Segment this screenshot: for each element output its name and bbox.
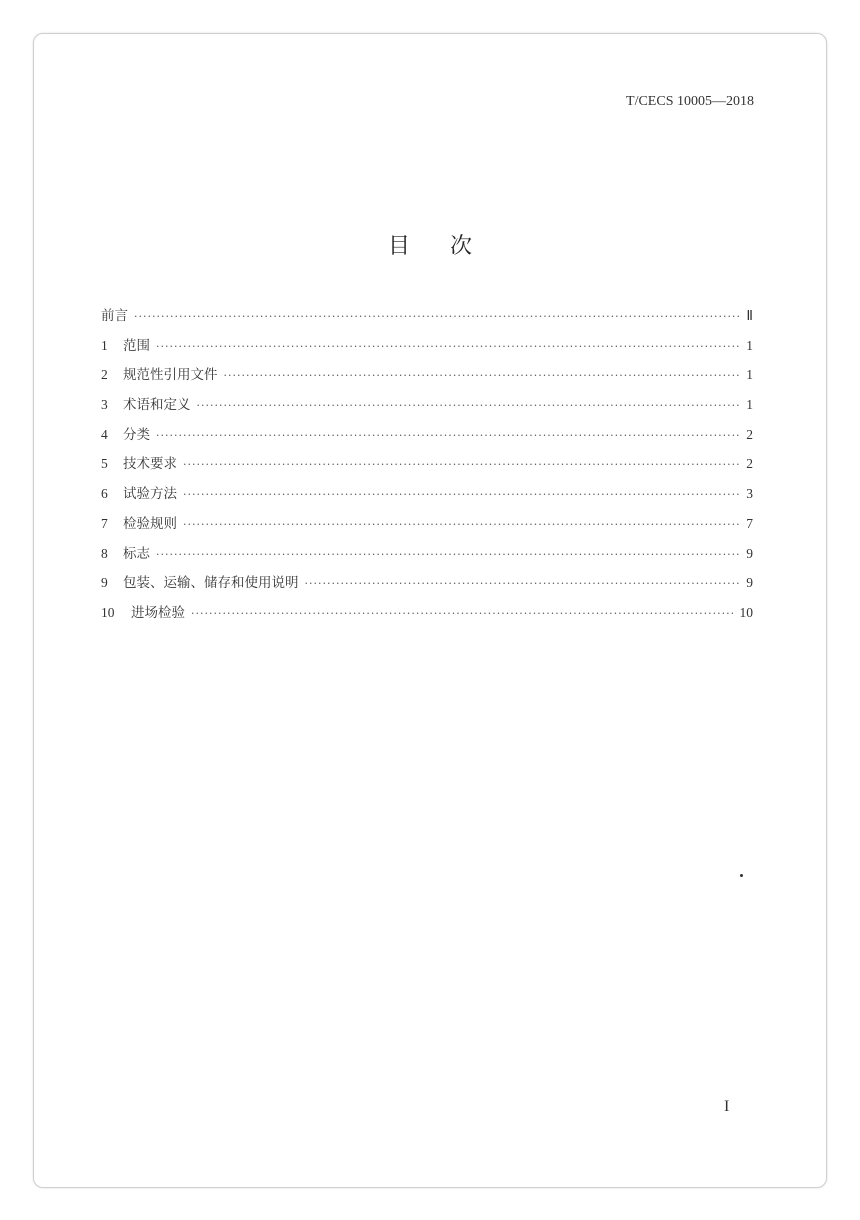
toc-entry-page: 2 xyxy=(746,426,753,442)
page-title: 目次 xyxy=(387,234,512,259)
toc-entry-number: 1 xyxy=(101,337,108,353)
dot-leader xyxy=(224,369,741,382)
toc-entry-number: 7 xyxy=(101,515,108,531)
toc-entry-number: 9 xyxy=(101,575,108,591)
toc-entry[interactable] xyxy=(101,393,753,423)
toc-entry-label: 分类 xyxy=(123,426,150,443)
toc-entry-number: 8 xyxy=(101,545,108,561)
table-of-contents xyxy=(101,304,753,631)
toc-entry-page: Ⅱ xyxy=(746,308,753,323)
scan-speck xyxy=(740,874,743,877)
toc-entry-label: 包装、运输、储存和使用说明 xyxy=(123,575,299,592)
toc-entry-label: 试验方法 xyxy=(123,486,177,503)
toc-entry-page: 1 xyxy=(746,337,753,353)
dot-leader xyxy=(183,488,740,501)
toc-entry[interactable] xyxy=(101,452,753,482)
toc-entry[interactable] xyxy=(101,423,753,453)
toc-entry[interactable] xyxy=(101,482,753,512)
toc-entry-number: 10 xyxy=(101,604,115,620)
dot-leader xyxy=(191,607,734,620)
dot-leader xyxy=(183,458,740,471)
toc-entry-label: 范围 xyxy=(123,337,150,354)
dot-leader xyxy=(183,518,740,531)
toc-entry-number: 2 xyxy=(101,367,108,383)
toc-entry-page: 1 xyxy=(746,367,753,383)
dot-leader xyxy=(305,577,741,590)
toc-entry-label: 检验规则 xyxy=(123,515,177,532)
toc-entry[interactable] xyxy=(101,542,753,572)
dot-leader xyxy=(134,310,740,323)
toc-entry-page: 9 xyxy=(746,545,753,561)
standard-code: T/CECS 10005—2018 xyxy=(626,94,754,109)
toc-entry-label: 术语和定义 xyxy=(123,397,191,414)
dot-leader xyxy=(156,429,740,442)
toc-entry[interactable] xyxy=(101,601,753,631)
toc-entry-label: 技术要求 xyxy=(123,456,177,473)
toc-entry-label: 前言 xyxy=(101,308,128,324)
toc-entry-number: 5 xyxy=(101,456,108,472)
toc-entry-number: 3 xyxy=(101,397,108,413)
toc-entry-page: 7 xyxy=(746,515,753,531)
toc-entry-page: 3 xyxy=(746,486,753,502)
toc-entry[interactable] xyxy=(101,334,753,364)
toc-entry-number: 4 xyxy=(101,426,108,442)
toc-entry[interactable] xyxy=(101,304,753,334)
toc-entry-label: 标志 xyxy=(123,545,150,562)
toc-entry-page: 2 xyxy=(746,456,753,472)
toc-entry[interactable] xyxy=(101,571,753,601)
dot-leader xyxy=(156,548,740,561)
toc-entry-page: 9 xyxy=(746,575,753,591)
toc-entry[interactable] xyxy=(101,363,753,393)
toc-entry-label: 进场检验 xyxy=(131,604,185,621)
dot-leader xyxy=(156,340,740,353)
toc-entry-label: 规范性引用文件 xyxy=(123,367,218,384)
dot-leader xyxy=(197,399,741,412)
toc-entry-page: 1 xyxy=(746,397,753,413)
toc-entry-page: 10 xyxy=(739,604,753,620)
toc-entry-number: 6 xyxy=(101,486,108,502)
page-number: I xyxy=(724,1098,730,1115)
toc-entry[interactable] xyxy=(101,512,753,542)
